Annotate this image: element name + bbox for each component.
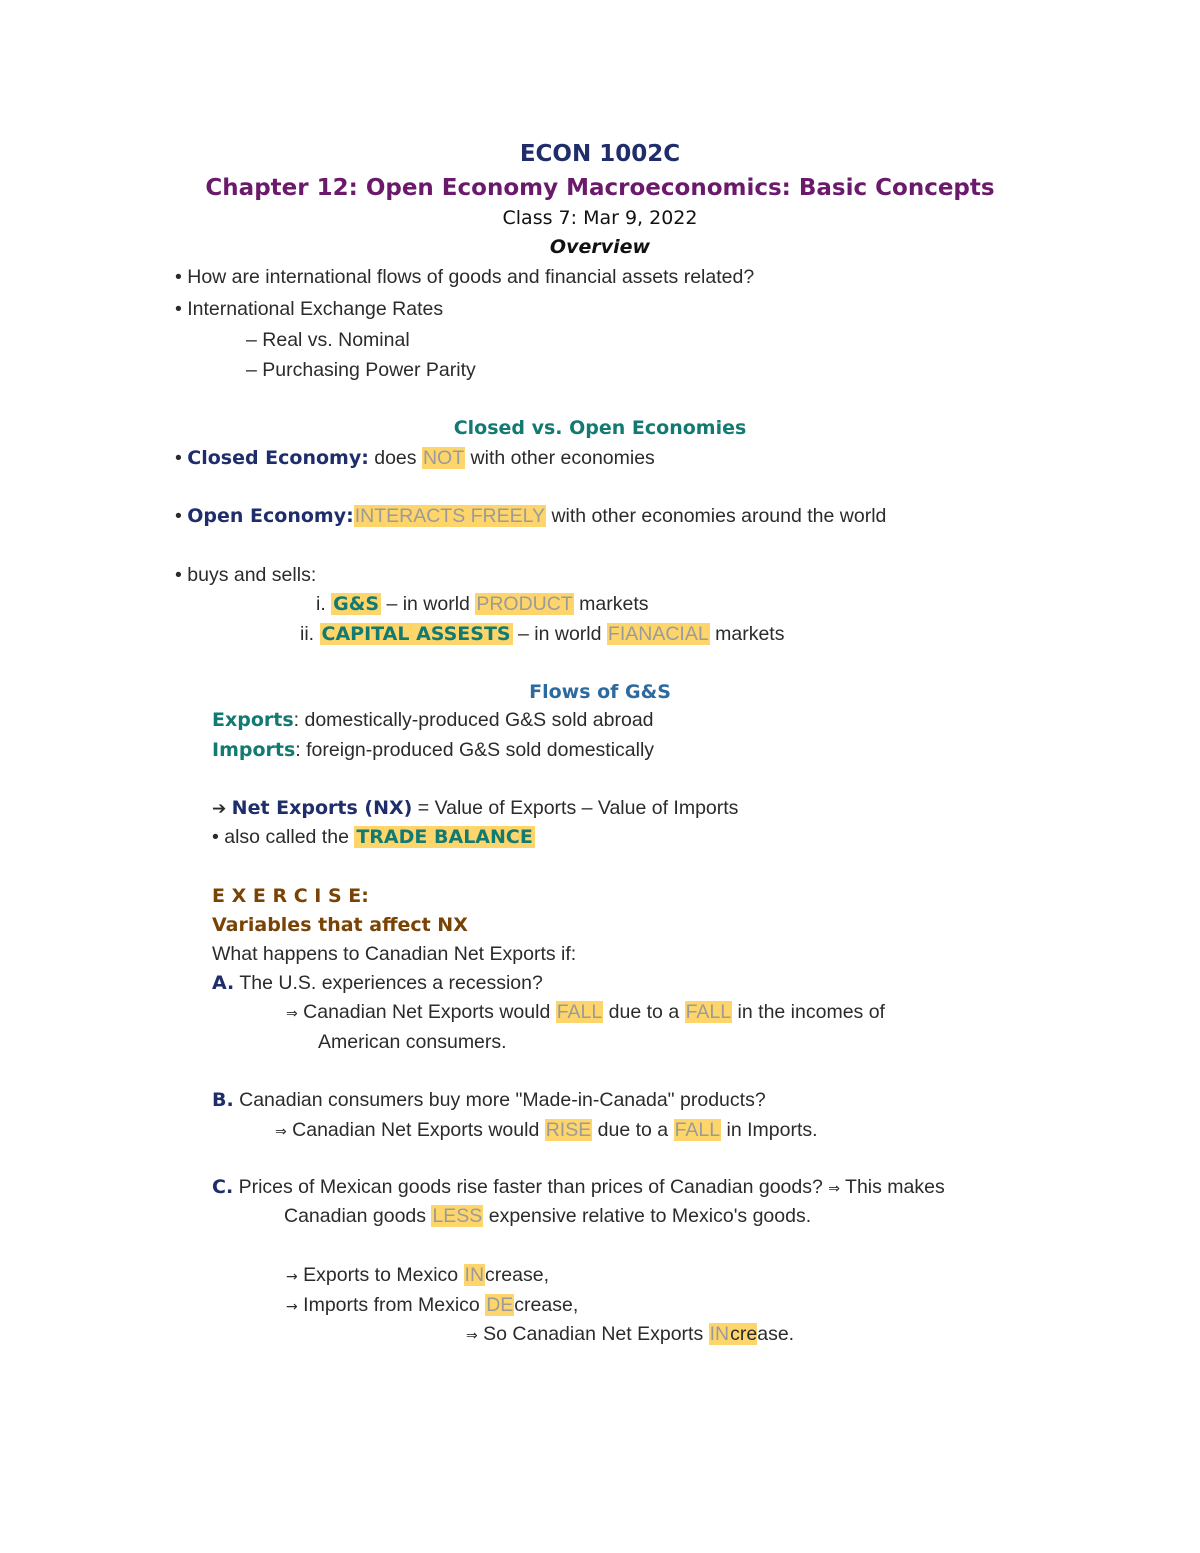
fill-in-blank: FALL	[685, 1001, 732, 1023]
key-term: CAPITAL ASSESTS	[321, 623, 511, 645]
fill-in-blank: FIANACIAL	[607, 623, 709, 645]
implies-icon: ⇒	[466, 1328, 478, 1344]
overview-bullet: • How are international flows of goods and financial assets related?	[175, 266, 755, 288]
exercise-answer-continued: American consumers.	[318, 1031, 507, 1053]
overview-heading: Overview	[549, 236, 651, 258]
bullet-icon: •	[175, 298, 182, 320]
bullet-icon: •	[175, 505, 182, 527]
implies-icon: ⇒	[286, 1006, 298, 1022]
bullet-icon: •	[175, 266, 182, 288]
trade-balance-line: • also called the TRADE BALANCE	[212, 826, 533, 848]
fill-in-blank: IN	[709, 1323, 730, 1345]
imports-definition: Imports: foreign-produced G&S sold domestically	[212, 739, 655, 761]
overview-subitem: – Purchasing Power Parity	[246, 359, 476, 381]
exercise-heading: E X E R C I S E:	[212, 885, 369, 907]
exercise-item-a: A. The U.S. experiences a recession?	[212, 972, 543, 994]
market-item: ii. CAPITAL ASSESTS – in world FIANACIAL markets	[300, 623, 785, 645]
closed-economy-term: Closed Economy:	[187, 447, 369, 469]
implies-icon: ⇒	[828, 1181, 840, 1197]
fill-in-blank: FALL	[556, 1001, 603, 1023]
closed-open-heading: Closed vs. Open Economies	[453, 417, 747, 439]
flows-heading: Flows of G&S	[529, 681, 671, 703]
fill-in-blank: LESS	[432, 1205, 483, 1227]
fill-in-blank: NOT	[422, 447, 465, 469]
bullet-icon: •	[175, 447, 182, 469]
imports-change: → Imports from Mexico DEcrease,	[286, 1294, 579, 1316]
right-arrow-icon: →	[286, 1269, 298, 1285]
key-term: Exports	[212, 709, 294, 731]
exercise-subheading: Variables that affect NX	[212, 914, 468, 936]
fill-in-blank: INTERACTS FREELY	[354, 505, 546, 527]
key-term: Imports	[212, 739, 296, 761]
exercise-answer: ⇒ Canadian Net Exports would RISE due to a FALL in Imports.	[275, 1119, 818, 1141]
class-date: Class 7: Mar 9, 2022	[502, 207, 698, 229]
fill-in-blank: DE	[486, 1294, 514, 1316]
exercise-item-b: B. Canadian consumers buy more "Made-in-Canada" products?	[212, 1089, 766, 1111]
fill-in-blank: PRODUCT	[476, 593, 573, 615]
fill-in-blank: FALL	[674, 1119, 721, 1141]
overview-bullet: • International Exchange Rates	[175, 298, 444, 320]
fill-in-blank: RISE	[545, 1119, 592, 1141]
net-exports-definition: ➔ Net Exports (NX) = Value of Exports – Value of Imports	[212, 797, 739, 819]
open-economy-line: • Open Economy:INTERACTS FREELY with other economies around the world	[175, 505, 887, 527]
exports-change: → Exports to Mexico INcrease,	[286, 1264, 549, 1286]
implies-icon: ⇒	[275, 1124, 287, 1140]
overview-subitem: – Real vs. Nominal	[246, 329, 410, 351]
arrow-icon: ➔	[212, 799, 227, 819]
exercise-question: What happens to Canadian Net Exports if:	[212, 943, 577, 965]
bullet-icon: •	[175, 564, 182, 586]
exports-definition: Exports: domestically-produced G&S sold abroad	[212, 709, 654, 731]
open-economy-term: Open Economy:	[187, 505, 354, 527]
key-term: Net Exports (NX)	[231, 797, 413, 819]
closed-economy-line: • Closed Economy: does NOT with other economies	[175, 447, 655, 469]
key-term: G&S	[333, 593, 380, 615]
exercise-item-c-continued: Canadian goods LESS expensive relative to Mexico's goods.	[284, 1205, 812, 1227]
exercise-item-c: C. Prices of Mexican goods rise faster than prices of Canadian goods? ⇒ This makes	[212, 1176, 945, 1198]
right-arrow-icon: →	[286, 1299, 298, 1315]
fill-in-blank: IN	[464, 1264, 485, 1286]
bullet-icon: •	[212, 826, 219, 848]
chapter-title: Chapter 12: Open Economy Macroeconomics: Basic Concepts	[205, 175, 995, 201]
course-title: ECON 1002C	[519, 141, 681, 167]
key-term: TRADE BALANCE	[356, 826, 533, 848]
exercise-answer: ⇒ Canadian Net Exports would FALL due to a FALL in the incomes of	[286, 1001, 885, 1023]
net-exports-conclusion: ⇒ So Canadian Net Exports INcrease.	[466, 1323, 795, 1345]
market-item: i. G&S – in world PRODUCT markets	[316, 593, 649, 615]
buys-sells-line: • buys and sells:	[175, 564, 317, 586]
